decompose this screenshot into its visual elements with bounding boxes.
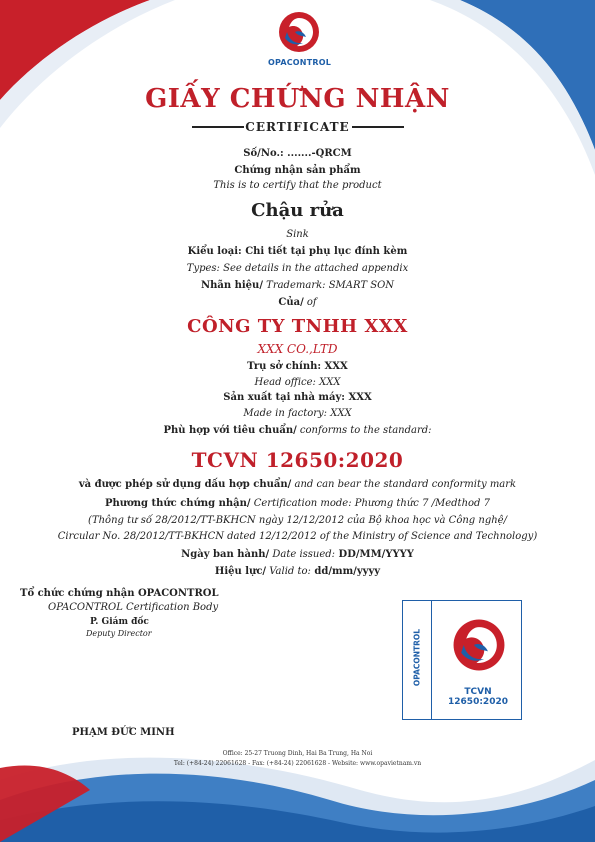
head-office-vi: Trụ sở chính: XXX xyxy=(247,361,348,372)
opacontrol-logo xyxy=(268,10,330,67)
issued-italic: Date issued: xyxy=(269,549,336,560)
valid-line xyxy=(0,566,595,577)
valid-label: Hiệu lực/ xyxy=(214,566,267,577)
mode-label: Phương thức chứng nhận/ xyxy=(105,498,251,509)
certification-body-block xyxy=(20,588,240,638)
logo-emblem-icon xyxy=(277,10,321,54)
mode-value: Certification mode: Phương thức 7 /Medthod 7 xyxy=(250,498,490,509)
mark-label: và được phép sử dụng dấu hợp chuẩn/ xyxy=(78,479,292,490)
org-name-vi: Tổ chức chứng nhận OPACONTROL xyxy=(20,588,219,599)
footer-address: Office: 25-27 Truong Dinh, Hai Ba Trung, Ha Noi xyxy=(222,750,373,757)
standard-code: TCVN 12650:2020 xyxy=(191,448,404,472)
trademark-label: Nhãn hiệu/ xyxy=(200,280,263,291)
trademark xyxy=(0,280,595,291)
types-en: Types: See details in the attached appendix xyxy=(186,263,409,274)
conformity-mark-emblem-icon xyxy=(451,617,507,673)
mark-line xyxy=(0,479,595,490)
title-divider-right xyxy=(352,126,404,128)
footer-contact: Tel: (+84-24) 22061628 - Fax: (+84-24) 22061628 - Website: www.opavietnam.vn xyxy=(173,760,422,767)
position-en: Deputy Director xyxy=(86,629,152,638)
head-office-en: Head office: XXX xyxy=(254,377,341,388)
of-line xyxy=(0,297,595,308)
factory-en: Made in factory: XXX xyxy=(243,408,352,419)
signer-name: PHẠM ĐỨC MINH xyxy=(72,727,175,738)
trademark-value: Trademark: SMART SON xyxy=(262,280,395,291)
product-name: Chậu rửa xyxy=(251,200,344,221)
certificate-subtitle: CERTIFICATE xyxy=(245,120,350,134)
conforms-label: Phù hợp với tiêu chuẩn/ xyxy=(163,425,297,436)
issued-line xyxy=(0,549,595,560)
certify-vi: Chứng nhận sản phẩm xyxy=(234,165,361,176)
position-vi: P. Giám đốc xyxy=(90,617,149,627)
product-name-en: Sink xyxy=(286,229,309,240)
factory-vi: Sản xuất tại nhà máy: XXX xyxy=(223,392,372,403)
conformity-mark-brand: OPACONTROL xyxy=(412,628,422,687)
company-name: CÔNG TY TNHH XXX xyxy=(187,316,408,337)
circular-vi: (Thông tư số 28/2012/TT-BKHCN ngày 12/12/2012 của Bộ khoa học và Công nghệ/ xyxy=(88,515,507,526)
issued-value: DD/MM/YYYY xyxy=(335,549,414,560)
conforms-line xyxy=(0,425,595,436)
mode-line xyxy=(0,498,595,509)
conformity-mark-strip xyxy=(403,601,432,719)
of-label: Của/ xyxy=(278,297,304,308)
conformity-mark-standard: TCVN 12650:2020 xyxy=(448,687,508,707)
conformity-mark xyxy=(402,600,522,720)
issued-label: Ngày ban hành/ xyxy=(181,549,270,560)
valid-value: dd/mm/yyyy xyxy=(310,566,381,577)
certify-en: This is to certify that the product xyxy=(213,180,382,191)
number-value: .......-QRCM xyxy=(283,148,352,159)
certificate-title: GIẤY CHỨNG NHẬN xyxy=(145,84,450,114)
mark-value: and can bear the standard conformity mark xyxy=(291,479,517,490)
types-vi: Kiểu loại: Chi tiết tại phụ lục đính kèm xyxy=(187,246,408,257)
circular-en: Circular No. 28/2012/TT-BKHCN dated 12/12/2012 of the Ministry of Science and Technology) xyxy=(57,531,538,542)
company-name-en: XXX CO.,LTD xyxy=(257,342,338,356)
org-name-en: OPACONTROL Certification Body xyxy=(48,602,219,613)
conforms-value: conforms to the standard: xyxy=(296,425,432,436)
brand-name: OPACONTROL xyxy=(268,58,332,67)
valid-italic: Valid to: xyxy=(266,566,311,577)
of-value: of xyxy=(303,297,317,308)
certificate-number xyxy=(0,148,595,159)
number-label: Số/No.: xyxy=(243,148,284,159)
